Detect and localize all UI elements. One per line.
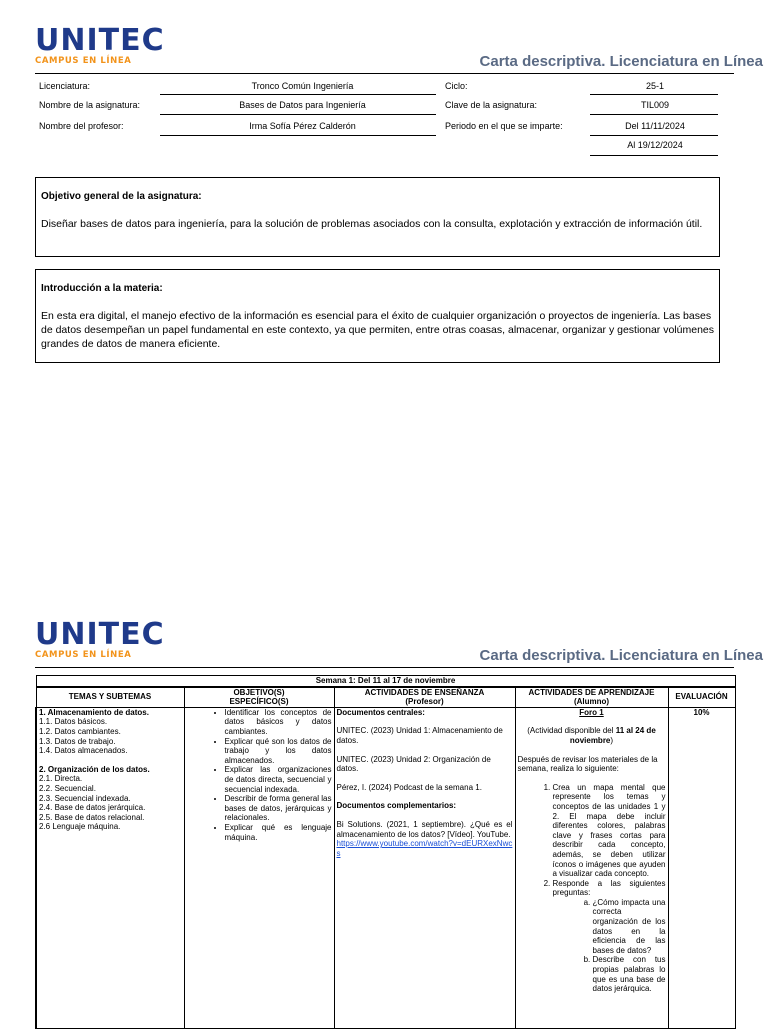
clave-value: TIL009: [640, 100, 670, 110]
asignatura-label: Nombre de la asignatura:: [39, 100, 141, 110]
unitec-logo-page2: [35, 617, 165, 660]
subtema-item: 1.2. Datos cambiantes.: [39, 726, 121, 736]
subtema-item: 1.4. Datos almacenados.: [39, 746, 128, 756]
ensenanza-cell: [334, 707, 515, 1028]
subtema-item: 2.2. Secuencial.: [39, 783, 96, 793]
periodo-al-underline: [590, 155, 718, 156]
subtema-item: 2.4. Base de datos jerárquica.: [39, 803, 146, 813]
subtema-item: 2.5. Base de datos relacional.: [39, 812, 145, 822]
objetivo-item: • Describir de forma general las bases de datos, jerárquicas y relacionales.: [225, 794, 332, 823]
foro-title: Foro 1: [579, 707, 604, 717]
introduccion-text: En esta era digital, el manejo efectivo de la información es esencial para el éxito de cualquier organización o proyectos de ingeniería. Las bases de datos desempeñan un papel fundamental en este contexto, ya que permiten, entre otras coasas, almacenar, organizar y gestionar volúmenes grandes de datos de manera eficiente.: [41, 310, 714, 350]
temas-cell: [36, 707, 184, 1028]
page-title-page2: Carta descriptiva. Licenciatura en Línea: [479, 647, 763, 664]
pregunta-item: a. ¿Cómo impacta una correcta organización de los datos en la eficiencia de las bases de datos?: [593, 898, 666, 956]
objetivo-item: • Explicar qué es lenguaje máquina.: [225, 823, 332, 842]
subtema-item: 2.1. Directa.: [39, 774, 83, 784]
periodo-del: Del 11/11/2024: [625, 121, 685, 131]
actividad-step: 1. Crea un mapa mental que represente los temas y conceptos de las unidades 1 y 2. El mapa debe incluir diferentes colores, palabras clave y frases cortas para describir cada concepto, además, se deben utilizar íconos o imágenes que ayuden a visualizar cada concepto.: [553, 783, 666, 879]
introduccion-section: [35, 269, 720, 363]
periodo-label: Periodo en el que se imparte:: [445, 121, 563, 131]
documento-item: UNITEC. (2023) Unidad 2: Organización de datos.: [336, 754, 491, 774]
licenciatura-value: Tronco Común Ingeniería: [251, 81, 354, 91]
actividad-step: 2. Responde a las siguientes preguntas: a. ¿Cómo impacta una correcta organización de los datos en la eficiencia de las bases de datos? b. Describe con tus propias palabras lo que es una base de datos jerárquica.: [553, 879, 666, 994]
tema-2-title: 2. Organización de los datos.: [39, 764, 150, 774]
objetivo-item: • Explicar las organizaciones de datos directa, secuencial y secuencial indexada.: [225, 765, 332, 794]
periodo-del-underline: [590, 135, 718, 136]
profesor-value: Irma Sofía Pérez Calderón: [249, 121, 356, 131]
actividad-steps: [518, 783, 666, 994]
objetivos-cell: [184, 707, 334, 1028]
asignatura-underline: [160, 114, 436, 115]
introduccion-heading: Introducción a la materia:: [41, 283, 163, 294]
evaluacion-cell: [668, 707, 735, 1028]
licenciatura-label: Licenciatura:: [39, 81, 91, 91]
clave-underline: [590, 114, 718, 115]
objetivo-section: [35, 177, 720, 257]
header-divider: [35, 73, 734, 74]
header-divider-page2: [35, 667, 734, 668]
logo-tagline: CAMPUS EN LÍNEA: [35, 56, 132, 66]
logo-brand: UNITEC: [35, 617, 165, 652]
preguntas-list: [553, 898, 666, 994]
week-title: Semana 1: Del 11 al 17 de noviembre: [36, 676, 735, 687]
schedule-table: [35, 675, 736, 1029]
subtema-item: 2.3. Secuencial indexada.: [39, 793, 131, 803]
documentos-centrales-heading: Documentos centrales:: [336, 707, 425, 717]
table-row: [36, 707, 735, 1028]
tema-1-title: 1. Almacenamiento de datos.: [39, 707, 149, 717]
col-objetivos-header: OBJETIVO(S) ESPECÍFICO(S): [184, 687, 334, 708]
objetivo-item: • Identificar los conceptos de datos básicos y datos cambiantes.: [225, 708, 332, 737]
clave-label: Clave de la asignatura:: [445, 100, 538, 110]
objetivo-item: • Explicar qué son los datos de trabajo y los datos almacenados.: [225, 737, 332, 766]
licenciatura-underline: [160, 94, 436, 95]
actividad-disponible: (Actividad disponible del 11 al 24 de noviembre): [527, 726, 656, 745]
actividad-intro: Después de revisar los materiales de la semana, realiza lo siguiente:: [517, 754, 658, 774]
ciclo-value: 25-1: [645, 81, 664, 91]
profesor-underline: [160, 135, 436, 136]
evaluacion-value: 10%: [693, 707, 710, 717]
col-ensenanza-header: ACTIVIDADES DE ENSEÑANZA (Profesor): [334, 687, 515, 708]
periodo-al: Al 19/12/2024: [627, 140, 683, 150]
objetivo-text: Diseñar bases de datos para ingeniería, para la solución de problemas asociados con la consulta, explotación y extracción de información útil.: [41, 218, 703, 230]
documento-item: UNITEC. (2023) Unidad 1: Almacenamiento de datos.: [336, 726, 503, 745]
logo-tagline: CAMPUS EN LÍNEA: [35, 650, 132, 660]
objetivos-list: [187, 708, 332, 842]
col-aprendizaje-header: ACTIVIDADES DE APRENDIZAJE (Alumno): [515, 687, 668, 708]
page-title: Carta descriptiva. Licenciatura en Línea: [479, 53, 763, 70]
table-header-row: [36, 687, 735, 708]
profesor-label: Nombre del profesor:: [39, 121, 124, 131]
objetivo-heading: Objetivo general de la asignatura:: [41, 191, 202, 202]
unitec-logo: [35, 23, 165, 66]
pregunta-item: b. Describe con tus propias palabras lo que es una base de datos jerárquica.: [593, 955, 666, 993]
aprendizaje-cell: [515, 707, 668, 1028]
youtube-link[interactable]: https://www.youtube.com/watch?v=dEURXexNwcs: [336, 839, 513, 858]
col-evaluacion-header: EVALUACIÓN: [668, 687, 735, 708]
subtema-item: 1.3. Datos de trabajo.: [39, 736, 116, 746]
col-temas-header: TEMAS Y SUBTEMAS: [36, 687, 184, 708]
documentos-complementarios-heading: Documentos complementarios:: [336, 801, 457, 811]
documento-item: Pérez, I. (2024) Podcast de la semana 1.: [336, 782, 482, 792]
documento-complementario: Bi Solutions. (2021, 1 septiembre). ¿Qué es el almacenamiento de los datos? [Vídeo]. YouTube.: [336, 819, 513, 839]
logo-brand: UNITEC: [35, 23, 165, 58]
ciclo-underline: [590, 94, 718, 95]
subtema-item: 2.6 Lenguaje máquina.: [39, 822, 121, 832]
ciclo-label: Ciclo:: [445, 81, 468, 91]
asignatura-value: Bases de Datos para Ingeniería: [239, 100, 366, 110]
subtema-item: 1.1. Datos básicos.: [39, 717, 108, 727]
